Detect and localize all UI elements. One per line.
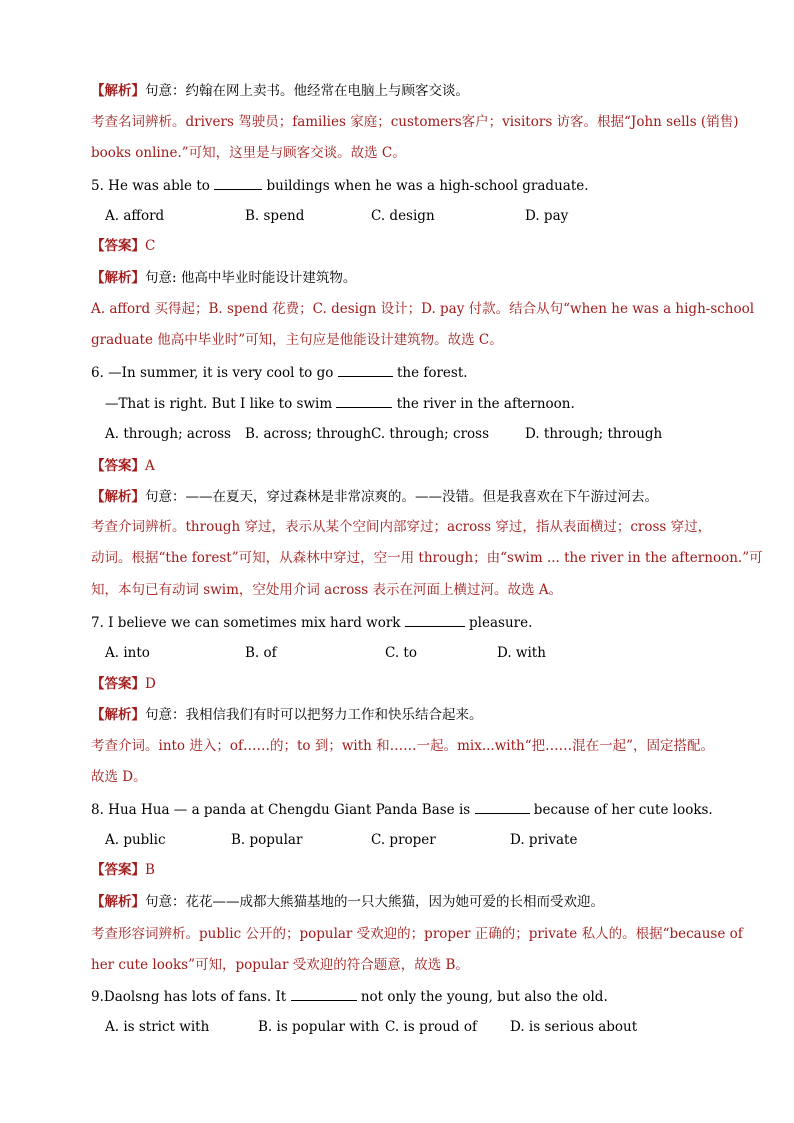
question-text: the forest.	[392, 365, 468, 381]
analysis-line	[91, 893, 604, 911]
answer-text: B	[145, 862, 155, 878]
option-d[interactable]: D. is serious about	[510, 1019, 638, 1035]
analysis-tag: 【解析】	[91, 83, 145, 99]
option-a[interactable]: A. through; across	[105, 426, 231, 442]
answer-line	[91, 237, 155, 255]
question-text: 7. I believe we can sometimes mix hard work	[91, 615, 405, 631]
option-d[interactable]: D. through; through	[525, 426, 663, 442]
answer-tag: 【答案】	[91, 676, 145, 692]
explain-line: 考查名词辨析。drivers 驾驶员；families 家庭；customers客户；visitors 访客。根据“John sells (销售)	[91, 114, 739, 130]
explain-line: A. afford 买得起；B. spend 花费；C. design 设计；D. pay 付款。结合从句“when he was a high-school	[91, 301, 755, 317]
answer-text: D	[145, 676, 156, 692]
question-line	[91, 987, 608, 1006]
question-text: pleasure.	[464, 615, 533, 631]
explain-line: 知，本句已有动词 swim，空处用介词 across 表示在河面上横过河。故选 A。	[91, 582, 563, 598]
explain-line: 动词。根据“the forest”可知，从森林中穿过，空一用 through；由“swim ... the river in the afternoon.”可	[91, 550, 763, 566]
answer-text: C	[145, 238, 156, 254]
analysis-line	[91, 269, 356, 287]
option-c[interactable]: C. is proud of	[385, 1019, 477, 1035]
question-line	[91, 613, 532, 632]
explain-line: her cute looks”可知，popular 受欢迎的符合题意，故选 B。	[91, 957, 469, 973]
answer-blank[interactable]	[336, 394, 392, 408]
option-a[interactable]: A. into	[105, 645, 150, 661]
analysis-text: 句意: 他高中毕业时能设计建筑物。	[145, 270, 357, 286]
analysis-text: 句意：约翰在网上卖书。他经常在电脑上与顾客交谈。	[145, 83, 469, 99]
analysis-tag: 【解析】	[91, 489, 145, 505]
option-a[interactable]: A. afford	[105, 208, 165, 224]
analysis-tag: 【解析】	[91, 270, 145, 286]
question-text: —That is right. But I like to swim	[105, 396, 337, 412]
analysis-line	[91, 82, 469, 100]
analysis-text: 句意：——在夏天，穿过森林是非常凉爽的。——没错。但是我喜欢在下午游过河去。	[145, 489, 658, 505]
answer-line	[91, 861, 155, 879]
answer-text: A	[145, 458, 155, 474]
answer-blank[interactable]	[338, 363, 393, 377]
analysis-tag: 【解析】	[91, 707, 145, 723]
option-b[interactable]: B. across; through	[245, 426, 372, 442]
explain-line: books online.”可知，这里是与顾客交谈。故选 C。	[91, 145, 406, 161]
answer-blank[interactable]	[214, 176, 262, 190]
answer-line	[91, 457, 155, 475]
analysis-line	[91, 706, 483, 724]
question-text: the river in the afternoon.	[392, 396, 575, 412]
option-d[interactable]: D. private	[510, 832, 578, 848]
option-b[interactable]: B. of	[245, 645, 277, 661]
analysis-text: 句意：花花——成都大熊猫基地的一只大熊猫，因为她可爱的长相而受欢迎。	[145, 894, 604, 910]
option-d[interactable]: D. with	[497, 645, 546, 661]
option-a[interactable]: A. is strict with	[105, 1019, 210, 1035]
answer-tag: 【答案】	[91, 862, 145, 878]
option-c[interactable]: C. to	[385, 645, 417, 661]
analysis-line	[91, 488, 658, 506]
answer-blank[interactable]	[405, 613, 465, 627]
option-b[interactable]: B. is popular with	[258, 1019, 380, 1035]
explain-line: 考查介词辨析。through 穿过，表示从某个空间内部穿过；across 穿过，指从表面横过；cross 穿过，	[91, 519, 712, 535]
answer-tag: 【答案】	[91, 238, 145, 254]
option-c[interactable]: C. design	[371, 208, 435, 224]
option-b[interactable]: B. spend	[245, 208, 305, 224]
explain-line: graduate 他高中毕业时”可知，主句应是他能设计建筑物。故选 C。	[91, 332, 503, 348]
question-text: 9.Daolsng has lots of fans. It	[91, 989, 291, 1005]
option-c[interactable]: C. through; cross	[371, 426, 489, 442]
option-b[interactable]: B. popular	[231, 832, 303, 848]
answer-blank[interactable]	[291, 987, 357, 1001]
explain-line: 考查形容词辨析。public 公开的；popular 受欢迎的；proper 正确的；private 私人的。根据“because of	[91, 926, 743, 942]
analysis-text: 句意：我相信我们有时可以把努力工作和快乐结合起来。	[145, 707, 483, 723]
question-text: 8. Hua Hua — a panda at Chengdu Giant Panda Base is	[91, 802, 475, 818]
question-text: because of her cute looks.	[529, 802, 713, 818]
question-line	[91, 363, 468, 382]
explain-line: 故选 D。	[91, 769, 147, 785]
question-line	[91, 800, 713, 819]
question-text: 5. He was able to	[91, 178, 215, 194]
answer-blank[interactable]	[475, 800, 530, 814]
question-text: not only the young, but also the old.	[356, 989, 608, 1005]
explain-line: 考查介词。into 进入；of……的；to 到；with 和……一起。mix...with“把……混在一起”，固定搭配。	[91, 738, 715, 754]
option-a[interactable]: A. public	[105, 832, 166, 848]
answer-line	[91, 675, 156, 693]
option-c[interactable]: C. proper	[371, 832, 436, 848]
answer-tag: 【答案】	[91, 458, 145, 474]
analysis-tag: 【解析】	[91, 894, 145, 910]
question2-line	[105, 394, 575, 413]
question-text: 6. —In summer, it is very cool to go	[91, 365, 338, 381]
question-text: buildings when he was a high-school graduate.	[262, 178, 589, 194]
question-line	[91, 176, 589, 195]
option-d[interactable]: D. pay	[525, 208, 569, 224]
